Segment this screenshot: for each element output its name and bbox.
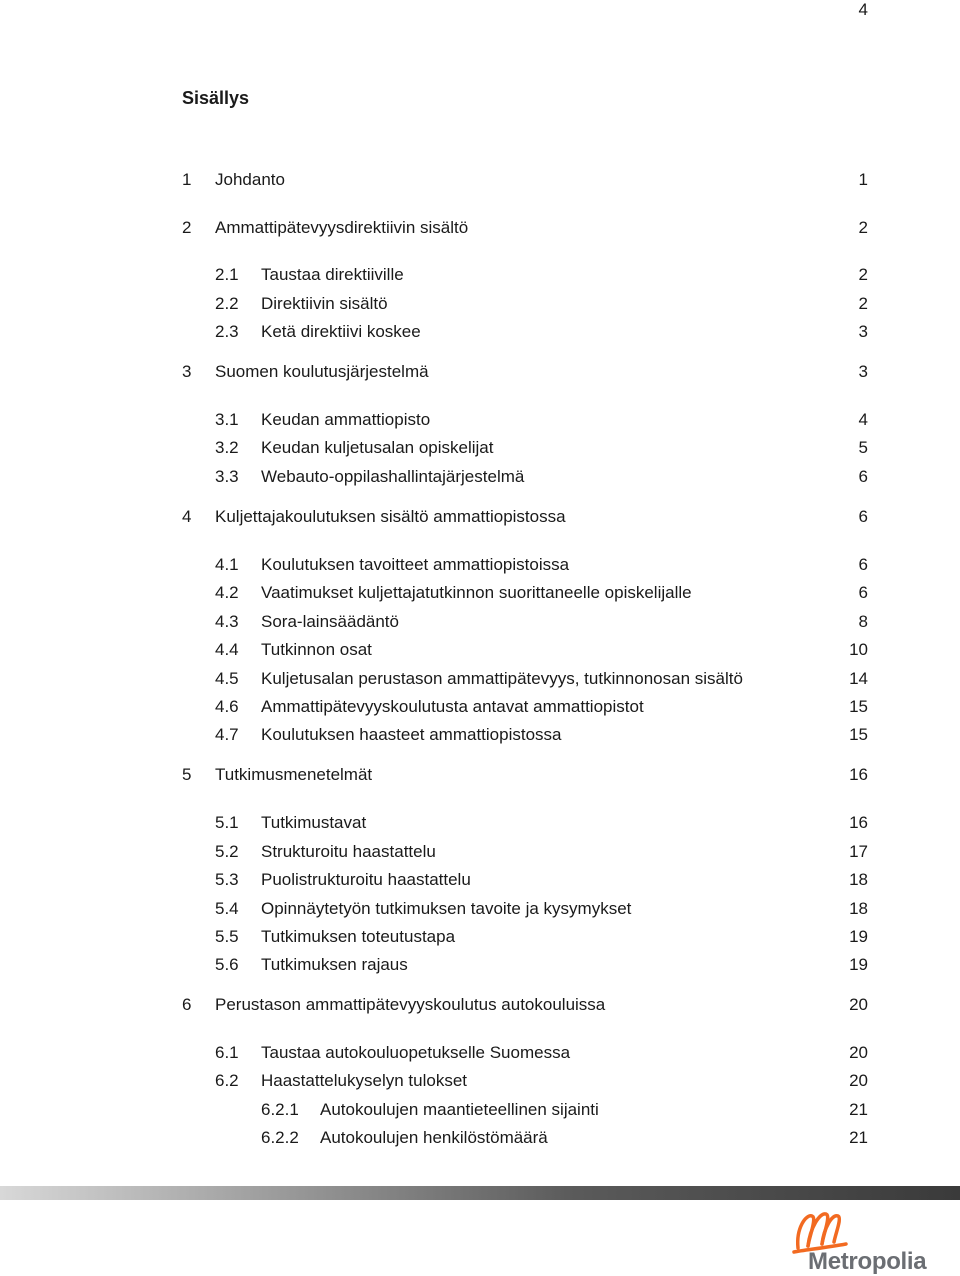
toc-entry-page: 6: [858, 555, 868, 574]
toc-entry-page: 4: [858, 410, 868, 429]
toc-entry-number: 4.2: [215, 583, 239, 602]
toc-entry-page: 3: [858, 362, 868, 381]
toc-entry: [0, 811, 960, 835]
toc-entry-label: Perustason ammattipätevyyskoulutus autokouluissa: [215, 995, 606, 1014]
toc-entry-number: 6.2.1: [261, 1100, 299, 1119]
toc-entry-page: 1: [858, 170, 868, 189]
toc-entry-page: 21: [849, 1100, 868, 1119]
toc-entry-page: 17: [849, 842, 868, 861]
toc-entry: [0, 868, 960, 892]
toc-entry-label: Johdanto: [215, 170, 285, 189]
toc-entry-page: 6: [858, 467, 868, 486]
toc-entry-number: 2: [182, 218, 192, 237]
toc-entry-number: 5.6: [215, 955, 239, 974]
toc-entry: [0, 263, 960, 287]
toc-entry-page: 3: [858, 322, 868, 341]
toc-entry-number: 4: [182, 507, 192, 526]
toc-entry-number: 3.3: [215, 467, 239, 486]
toc-entry: [0, 993, 960, 1017]
toc-entry-label: Ammattipätevyysdirektiivin sisältö: [215, 218, 469, 237]
toc-entry-label: Ketä direktiivi koskee: [261, 322, 421, 341]
toc-entry-label: Ammattipätevyyskoulutusta antavat ammattiopistot: [261, 697, 644, 716]
toc-entry: [0, 925, 960, 949]
toc-entry-number: 2.3: [215, 322, 239, 341]
toc-entry-number: 6: [182, 995, 192, 1014]
toc-entry-number: 5.4: [215, 899, 239, 918]
toc-entry-number: 6.2.2: [261, 1128, 299, 1147]
toc-entry: [0, 723, 960, 747]
toc-entry-page: 15: [849, 697, 868, 716]
toc-entry-number: 5.3: [215, 870, 239, 889]
toc-entry-label: Opinnäytetyön tutkimuksen tavoite ja kysymykset: [261, 899, 632, 918]
toc-entry: [0, 1041, 960, 1065]
toc-entry: [0, 763, 960, 787]
toc-entry-label: Webauto-oppilashallintajärjestelmä: [261, 467, 525, 486]
toc-entry-label: Suomen koulutusjärjestelmä: [215, 362, 429, 381]
toc-entry-label: Tutkimuksen toteutustapa: [261, 927, 456, 946]
toc-entry-label: Keudan ammattiopisto: [261, 410, 431, 429]
toc-entry: [0, 1126, 960, 1150]
toc-entry: [0, 610, 960, 634]
toc-entry-number: 4.5: [215, 669, 239, 688]
toc-entry: [0, 436, 960, 460]
toc-entry-number: 2.2: [215, 294, 239, 313]
toc-entry-label: Kuljetusalan perustason ammattipätevyys, tutkinnonosan sisältö: [261, 669, 743, 688]
toc-entry-page: 18: [849, 899, 868, 918]
toc-entry-page: 15: [849, 725, 868, 744]
toc-entry: [0, 667, 960, 691]
toc-entry-page: 6: [858, 507, 868, 526]
toc-entry-number: 5.5: [215, 927, 239, 946]
toc-entry-label: Direktiivin sisältö: [261, 294, 388, 313]
toc-entry-page: 19: [849, 955, 868, 974]
toc-entry-page: 19: [849, 927, 868, 946]
toc-entry-page: 5: [858, 438, 868, 457]
toc-entry: [0, 638, 960, 662]
toc-entry-page: 10: [849, 640, 868, 659]
toc-entry: [0, 581, 960, 605]
toc-entry: [0, 953, 960, 977]
toc-entry-number: 4.3: [215, 612, 239, 631]
toc-entry-page: 2: [858, 218, 868, 237]
toc-entry-label: Koulutuksen haasteet ammattiopistossa: [261, 725, 562, 744]
toc-entry-page: 16: [849, 765, 868, 784]
toc-entry: [0, 320, 960, 344]
toc-entry: [0, 465, 960, 489]
footer-bar: [0, 1186, 960, 1200]
toc-entry: [0, 1069, 960, 1093]
metropolia-logo-text: Metropolia: [808, 1248, 927, 1275]
toc-entry: [0, 216, 960, 240]
toc-entry-label: Tutkinnon osat: [261, 640, 372, 659]
toc-entry: [0, 292, 960, 316]
toc-entry-label: Puolistrukturoitu haastattelu: [261, 870, 471, 889]
toc-entry-label: Koulutuksen tavoitteet ammattiopistoissa: [261, 555, 570, 574]
toc-entry-page: 20: [849, 1071, 868, 1090]
toc-entry: [0, 840, 960, 864]
toc-title: Sisällys: [182, 88, 250, 108]
toc-entry-label: Tutkimustavat: [261, 813, 367, 832]
toc-entry-page: 20: [849, 1043, 868, 1062]
toc-entry: [0, 1098, 960, 1122]
toc-entry: [0, 505, 960, 529]
toc-entry: [0, 168, 960, 192]
toc-entry-number: 3: [182, 362, 192, 381]
page-number: 4: [858, 0, 868, 19]
toc-entry-label: Tutkimuksen rajaus: [261, 955, 408, 974]
toc-entry-number: 6.2: [215, 1071, 239, 1090]
toc-entry-page: 18: [849, 870, 868, 889]
toc-entry-label: Autokoulujen henkilöstömäärä: [320, 1128, 548, 1147]
toc-entry-number: 5: [182, 765, 192, 784]
toc-entry-label: Autokoulujen maantieteellinen sijainti: [320, 1100, 599, 1119]
toc-entry-number: 4.4: [215, 640, 239, 659]
toc-entry: [0, 408, 960, 432]
toc-entry-number: 2.1: [215, 265, 239, 284]
toc-entry-number: 5.1: [215, 813, 239, 832]
toc-entry: [0, 553, 960, 577]
toc-entry-number: 4.7: [215, 725, 239, 744]
toc-entry-page: 6: [858, 583, 868, 602]
toc-entry: [0, 897, 960, 921]
toc-entry-label: Haastattelukyselyn tulokset: [261, 1071, 467, 1090]
toc-entry: [0, 695, 960, 719]
toc-entry-page: 2: [858, 294, 868, 313]
toc-entry-number: 1: [182, 170, 192, 189]
toc-entry-label: Taustaa direktiiville: [261, 265, 404, 284]
toc-entry-label: Keudan kuljetusalan opiskelijat: [261, 438, 494, 457]
toc-entry-number: 6.1: [215, 1043, 239, 1062]
toc-entry-label: Tutkimusmenetelmät: [215, 765, 373, 784]
toc-entry-number: 4.1: [215, 555, 239, 574]
toc-entry-label: Strukturoitu haastattelu: [261, 842, 436, 861]
toc-entry-number: 3.2: [215, 438, 239, 457]
toc-entry-number: 4.6: [215, 697, 239, 716]
toc-entry-label: Kuljettajakoulutuksen sisältö ammattiopistossa: [215, 507, 566, 526]
toc-entry-page: 2: [858, 265, 868, 284]
toc-entry-label: Sora-lainsäädäntö: [261, 612, 399, 631]
toc-entry-page: 20: [849, 995, 868, 1014]
toc-entry-page: 14: [849, 669, 868, 688]
toc-entry-number: 3.1: [215, 410, 239, 429]
toc-entry-page: 16: [849, 813, 868, 832]
toc-entry-number: 5.2: [215, 842, 239, 861]
toc-entry-page: 21: [849, 1128, 868, 1147]
toc-entry-page: 8: [858, 612, 868, 631]
toc-entry-label: Taustaa autokouluopetukselle Suomessa: [261, 1043, 571, 1062]
toc-entry: [0, 360, 960, 384]
toc-entry-label: Vaatimukset kuljettajatutkinnon suorittaneelle opiskelijalle: [261, 583, 692, 602]
